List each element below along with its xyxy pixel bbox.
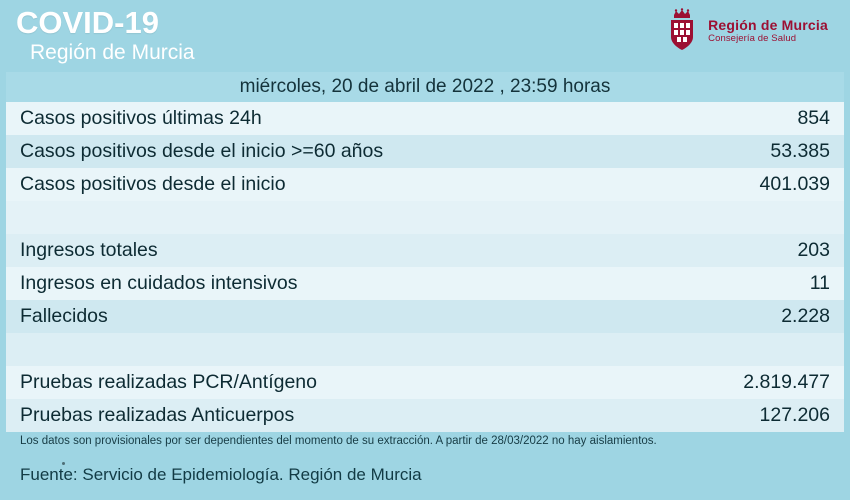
row-value: 854 — [666, 102, 844, 135]
row-value: 401.039 — [666, 168, 844, 201]
logo-text — [708, 8, 828, 45]
row-label: Ingresos en cuidados intensivos — [6, 267, 666, 300]
decorative-dot — [62, 462, 65, 465]
table-row — [6, 234, 844, 267]
row-value: 2.819.477 — [666, 366, 844, 399]
table-date-header — [6, 72, 844, 102]
table-row — [6, 267, 844, 300]
table-spacer-row — [6, 333, 844, 366]
table-row — [6, 366, 844, 399]
row-label: Casos positivos desde el inicio — [6, 168, 666, 201]
table-row — [6, 168, 844, 201]
covid-statistics-table — [6, 72, 844, 432]
row-label: Ingresos totales — [6, 234, 666, 267]
row-label: Casos positivos últimas 24h — [6, 102, 666, 135]
table-spacer-row — [6, 201, 844, 234]
provisional-data-note: Los datos son provisionales por ser dependientes del momento de su extracción. A partir de 28/03/2022 no hay aislamientos. — [20, 435, 657, 447]
row-value: 53.385 — [666, 135, 844, 168]
row-value: 203 — [666, 234, 844, 267]
page-subtitle: Región de Murcia — [30, 41, 195, 64]
logo-line-department: Consejería de Salud — [708, 33, 797, 44]
coat-of-arms-icon — [663, 8, 701, 56]
row-label: Fallecidos — [6, 300, 666, 333]
row-value: 127.206 — [666, 399, 844, 432]
row-value: 11 — [666, 267, 844, 300]
row-label: Pruebas realizadas PCR/Antígeno — [6, 366, 666, 399]
row-label: Casos positivos desde el inicio >=60 años — [6, 135, 666, 168]
data-source-text: Fuente: Servicio de Epidemiología. Región de Murcia — [20, 465, 422, 484]
row-value: 2.228 — [666, 300, 844, 333]
regional-government-logo — [663, 8, 828, 56]
logo-line-region: Región de Murcia — [708, 17, 828, 33]
table-row — [6, 399, 844, 432]
table-row — [6, 135, 844, 168]
table-row — [6, 300, 844, 333]
row-label: Pruebas realizadas Anticuerpos — [6, 399, 666, 432]
page-header — [0, 0, 850, 72]
page-title: COVID-19 — [16, 5, 159, 40]
date-header-text: miércoles, 20 de abril de 2022 , 23:59 horas — [6, 72, 844, 102]
table-row — [6, 102, 844, 135]
